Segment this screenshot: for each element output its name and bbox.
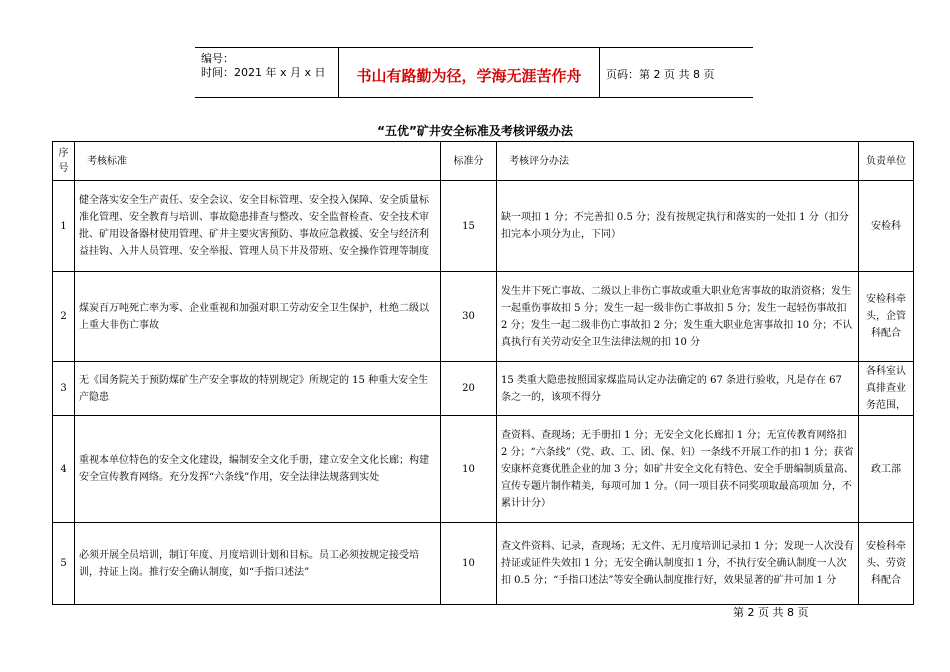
- col-header-method: 考核评分办法: [497, 142, 859, 181]
- assessment-table: [52, 141, 914, 605]
- row-score: 10: [441, 523, 497, 605]
- page-footer: 第 2 页 共 8 页: [733, 606, 809, 619]
- table-row: [53, 272, 914, 362]
- row-standard: 健全落实安全生产责任、安全会议、安全目标管理、安全投入保障、安全质量标准化管理、安全教育与培训、事故隐患排查与整改、安全监督检查、安全技术审批、矿用设备器材使用管理、矿井主要灾害预防、事故应急救援、安全与经济利益挂钩、入井人员管理、安全举报、管理人员下井及带班、安全操作管理等制度: [75, 181, 441, 272]
- header-page-number: 页码：第 2 页 共 8 页: [606, 68, 715, 81]
- row-method: 缺一项扣 1 分；不完善扣 0.5 分；没有按规定执行和落实的一处扣 1 分（扣分扣完本小项分为止，下同）: [497, 181, 859, 272]
- table-row: [53, 523, 914, 605]
- doc-date: 时间：2021 年 x 月 x 日: [201, 66, 326, 79]
- row-score: 20: [441, 362, 497, 416]
- row-score: 10: [441, 416, 497, 523]
- row-standard: 重视本单位特色的安全文化建设，编制安全文化手册，建立安全文化长廊；构建安全宣传教育网络。充分发挥“六条线”作用，安全法律法规落到实处: [75, 416, 441, 523]
- row-unit: 安检科牵头，企管科配合: [859, 272, 914, 362]
- row-standard: 必须开展全员培训，制订年度、月度培训计划和目标。员工必须按规定接受培训，持证上岗。推行安全确认制度，如“手指口述法”: [75, 523, 441, 605]
- row-standard: 无《国务院关于预防煤矿生产安全事故的特别规定》所规定的 15 种重大安全生产隐患: [75, 362, 441, 416]
- row-no: 3: [53, 362, 75, 416]
- table-row: [53, 181, 914, 272]
- col-header-unit: 负责单位: [859, 142, 914, 181]
- row-method: 查文件资料、记录，查现场；无文件、无月度培训记录扣 1 分；发现一人次没有持证或证件失效扣 1 分；无安全确认制度扣 1 分，不执行安全确认制度一人次扣 0.5 分；“手指口述法”等安全确认制度推行好，效果显著的矿井可加 1 分: [497, 523, 859, 605]
- row-method: 15 类重大隐患按照国家煤监局认定办法确定的 67 条进行验收，凡是存在 67 条之一的，该项不得分: [497, 362, 859, 416]
- col-header-score: 标准分: [441, 142, 497, 181]
- page-header: [195, 47, 753, 98]
- row-score: 30: [441, 272, 497, 362]
- row-unit: 安检科牵头、劳资科配合: [859, 523, 914, 605]
- row-unit: 各科室认真排查业务范围，: [859, 362, 914, 416]
- table-row: [53, 362, 914, 416]
- row-no: 2: [53, 272, 75, 362]
- row-score: 15: [441, 181, 497, 272]
- row-method: 发生井下死亡事故、二级以上非伤亡事故或重大职业危害事故的取消资格；发生一起重伤事故扣 5 分；发生一起一级非伤亡事故扣 5 分；发生一起轻伤事故扣 2 分；发生一起二级非伤亡事故扣 2 分；发生重大职业危害事故扣 10 分；不认真执行有关劳动安全卫生法律法规的扣 10 分: [497, 272, 859, 362]
- row-unit: 安检科: [859, 181, 914, 272]
- doc-number-label: 编号：: [201, 52, 234, 65]
- row-no: 5: [53, 523, 75, 605]
- motto-box: [338, 48, 600, 97]
- row-unit: 政工部: [859, 416, 914, 523]
- document-title: “五优”矿井安全标准及考核评级办法: [377, 124, 573, 138]
- motto-text: 书山有路勤为径，学海无涯苦作舟: [356, 67, 582, 85]
- header-info: [195, 48, 338, 97]
- col-header-no: 序号: [53, 142, 75, 181]
- row-no: 4: [53, 416, 75, 523]
- row-method: 查资料、查现场；无手册扣 1 分；无安全文化长廊扣 1 分；无宣传教育网络扣 2 分；“六条线”（党、政、工、团、保、妇）一条线不开展工作的扣 1 分；获省安康杯竞赛优胜企业的加 3 分；如矿井安全文化有特色、安全手册编制质量高、宣传专题片制作精美，每项可加 1 分。（同一项目获不同奖项取最高项加 分，不累计计分）: [497, 416, 859, 523]
- table-header-row: [53, 142, 914, 181]
- row-no: 1: [53, 181, 75, 272]
- row-standard: 煤炭百万吨死亡率为零、企业重视和加强对职工劳动安全卫生保护，杜绝二级以上重大非伤亡事故: [75, 272, 441, 362]
- header-right: [338, 48, 800, 97]
- col-header-standard: 考核标准: [75, 142, 441, 181]
- table-row: [53, 416, 914, 523]
